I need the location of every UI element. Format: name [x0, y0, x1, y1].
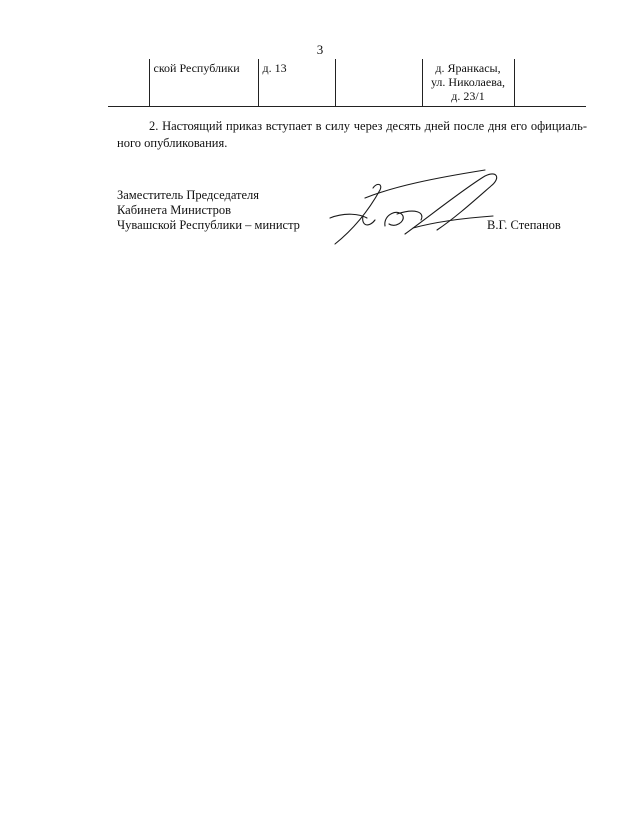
continuation-table [108, 59, 586, 107]
table-cell-empty [514, 59, 586, 107]
page-number: 3 [316, 42, 324, 57]
table-cell-address [422, 59, 514, 107]
address-line: ул. Николаева, [430, 75, 506, 89]
table-cell-number [108, 59, 149, 107]
table-cell-region: ской Республики [149, 59, 258, 107]
signer-name: В.Г. Степанов [487, 218, 561, 232]
address-line: д. 23/1 [451, 89, 485, 103]
signer-title [117, 188, 300, 233]
handwritten-signature [325, 168, 515, 248]
table-row [108, 59, 586, 107]
address-line: д. Яранкасы, [435, 61, 501, 75]
table-cell-house: д. 13 [258, 59, 335, 107]
signer-title-line: Заместитель Председателя [117, 188, 260, 202]
signer-title-line: Кабинета Министров [117, 203, 232, 217]
order-paragraph: 2. Настоящий приказ вступает в силу через десять дней после дня его официаль-ного опубликования. [117, 119, 587, 150]
signer-title-line: Чувашской Республики – министр [117, 218, 300, 232]
table-cell-empty [335, 59, 422, 107]
